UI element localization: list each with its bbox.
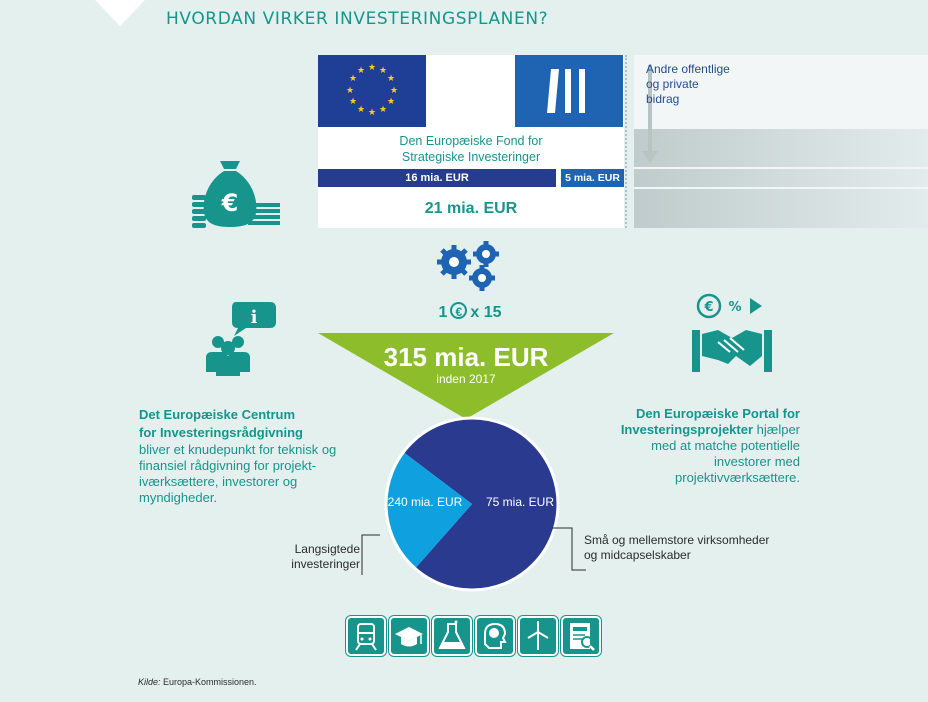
svg-text:★: ★ — [356, 66, 366, 76]
portal-percent-icon: % — [728, 300, 742, 315]
advisory-body-line3: iværksættere, investorer og — [139, 474, 298, 489]
eib-logo-icon — [515, 55, 623, 127]
multiplier-suffix: x 15 — [470, 304, 502, 321]
sme-label-line1: Små og mellemstore virksomheder — [584, 533, 770, 547]
advisory-body-line2: finansiel rådgivning for projekt- — [139, 458, 317, 473]
portal-body-line3: investorer med — [714, 454, 800, 469]
money-bag-icon — [190, 155, 282, 229]
advisory-heading — [139, 406, 303, 442]
advisory-people-icon — [196, 296, 278, 378]
funnel-subtitle: inden 2017 — [436, 372, 496, 386]
svg-text:★: ★ — [356, 105, 366, 115]
pie-label-sme: 75 mia. EUR — [485, 495, 555, 509]
svg-text:i: i — [250, 307, 258, 328]
advisory-heading-line2: for Investeringsrådgivning — [139, 425, 303, 440]
source-label: Kilde: — [138, 677, 161, 687]
fund-name-line2: Strategiske Investeringer — [401, 150, 541, 164]
train-icon — [346, 616, 386, 656]
sme-label — [584, 533, 769, 563]
svg-text:★: ★ — [389, 86, 399, 96]
euro-circle-icon: € — [450, 302, 467, 319]
source-text: Europa-Kommissionen. — [160, 677, 257, 687]
dotted-divider — [625, 55, 627, 228]
portal-heading-line1: Den Europæiske Portal for — [636, 406, 800, 421]
portal-body-line4: projektivværksættere. — [675, 470, 800, 485]
other-line1: Andre offentlige — [646, 62, 730, 76]
long-term-label — [280, 542, 360, 572]
portal-body-line1: hjælper — [753, 422, 800, 437]
portal-body-line2: med at matche potentielle — [651, 438, 800, 453]
funnel-total: 315 mia. EUR — [383, 342, 549, 372]
svg-text:★: ★ — [348, 97, 358, 107]
jobs-icon — [561, 616, 601, 656]
eib-contribution-bar: 5 mia. EUR — [561, 169, 624, 187]
eu-flag-icon — [318, 55, 426, 127]
svg-text:★: ★ — [378, 66, 388, 76]
advisory-body-line4: myndigheder. — [139, 490, 218, 505]
fund-name-line1: Den Europæiske Fond for — [399, 134, 543, 148]
sme-label-line2: og midcapselskaber — [584, 548, 691, 562]
multiplier — [420, 302, 520, 322]
portal-handshake-icon — [688, 290, 776, 374]
wind-turbine-icon — [518, 616, 558, 656]
brain-icon — [475, 616, 515, 656]
svg-text:★: ★ — [345, 86, 355, 96]
portal-text — [560, 406, 800, 486]
play-icon — [750, 298, 762, 314]
svg-text:★: ★ — [367, 108, 377, 118]
svg-text:★: ★ — [367, 63, 377, 73]
multiplier-prefix: 1 — [438, 304, 448, 321]
long-term-label-line1: Langsigtede — [294, 542, 360, 556]
corner-decoration — [0, 0, 145, 26]
svg-text:★: ★ — [348, 74, 358, 84]
other-line2: og private — [646, 77, 699, 91]
svg-text:€: € — [221, 189, 239, 217]
advisory-heading-line1: Det Europæiske Centrum — [139, 407, 296, 422]
svg-text:★: ★ — [378, 105, 388, 115]
graduation-cap-icon — [389, 616, 429, 656]
page-title: HVORDAN VIRKER INVESTERINGSPLANEN? — [166, 9, 549, 29]
advisory-body — [139, 442, 336, 506]
portal-euro-icon: € — [704, 300, 714, 315]
other-line3: bidrag — [646, 92, 680, 106]
eu-contribution-bar: 16 mia. EUR — [318, 169, 556, 187]
source-note — [138, 677, 257, 687]
gears-icon — [436, 240, 506, 292]
portal-heading-line2: Investeringsprojekter — [620, 422, 754, 437]
svg-text:★: ★ — [386, 97, 396, 107]
fund-total: 21 mia. EUR — [424, 200, 518, 217]
other-contributions-label — [646, 62, 730, 107]
svg-text:★: ★ — [386, 74, 396, 84]
flask-icon — [432, 616, 472, 656]
fund-name — [318, 133, 624, 165]
long-term-label-line2: investeringer — [291, 557, 360, 571]
callout-lines — [360, 520, 590, 580]
pie-label-long-term: 240 mia. EUR — [387, 495, 463, 509]
advisory-body-line1: bliver et knudepunkt for teknisk og — [139, 442, 337, 457]
